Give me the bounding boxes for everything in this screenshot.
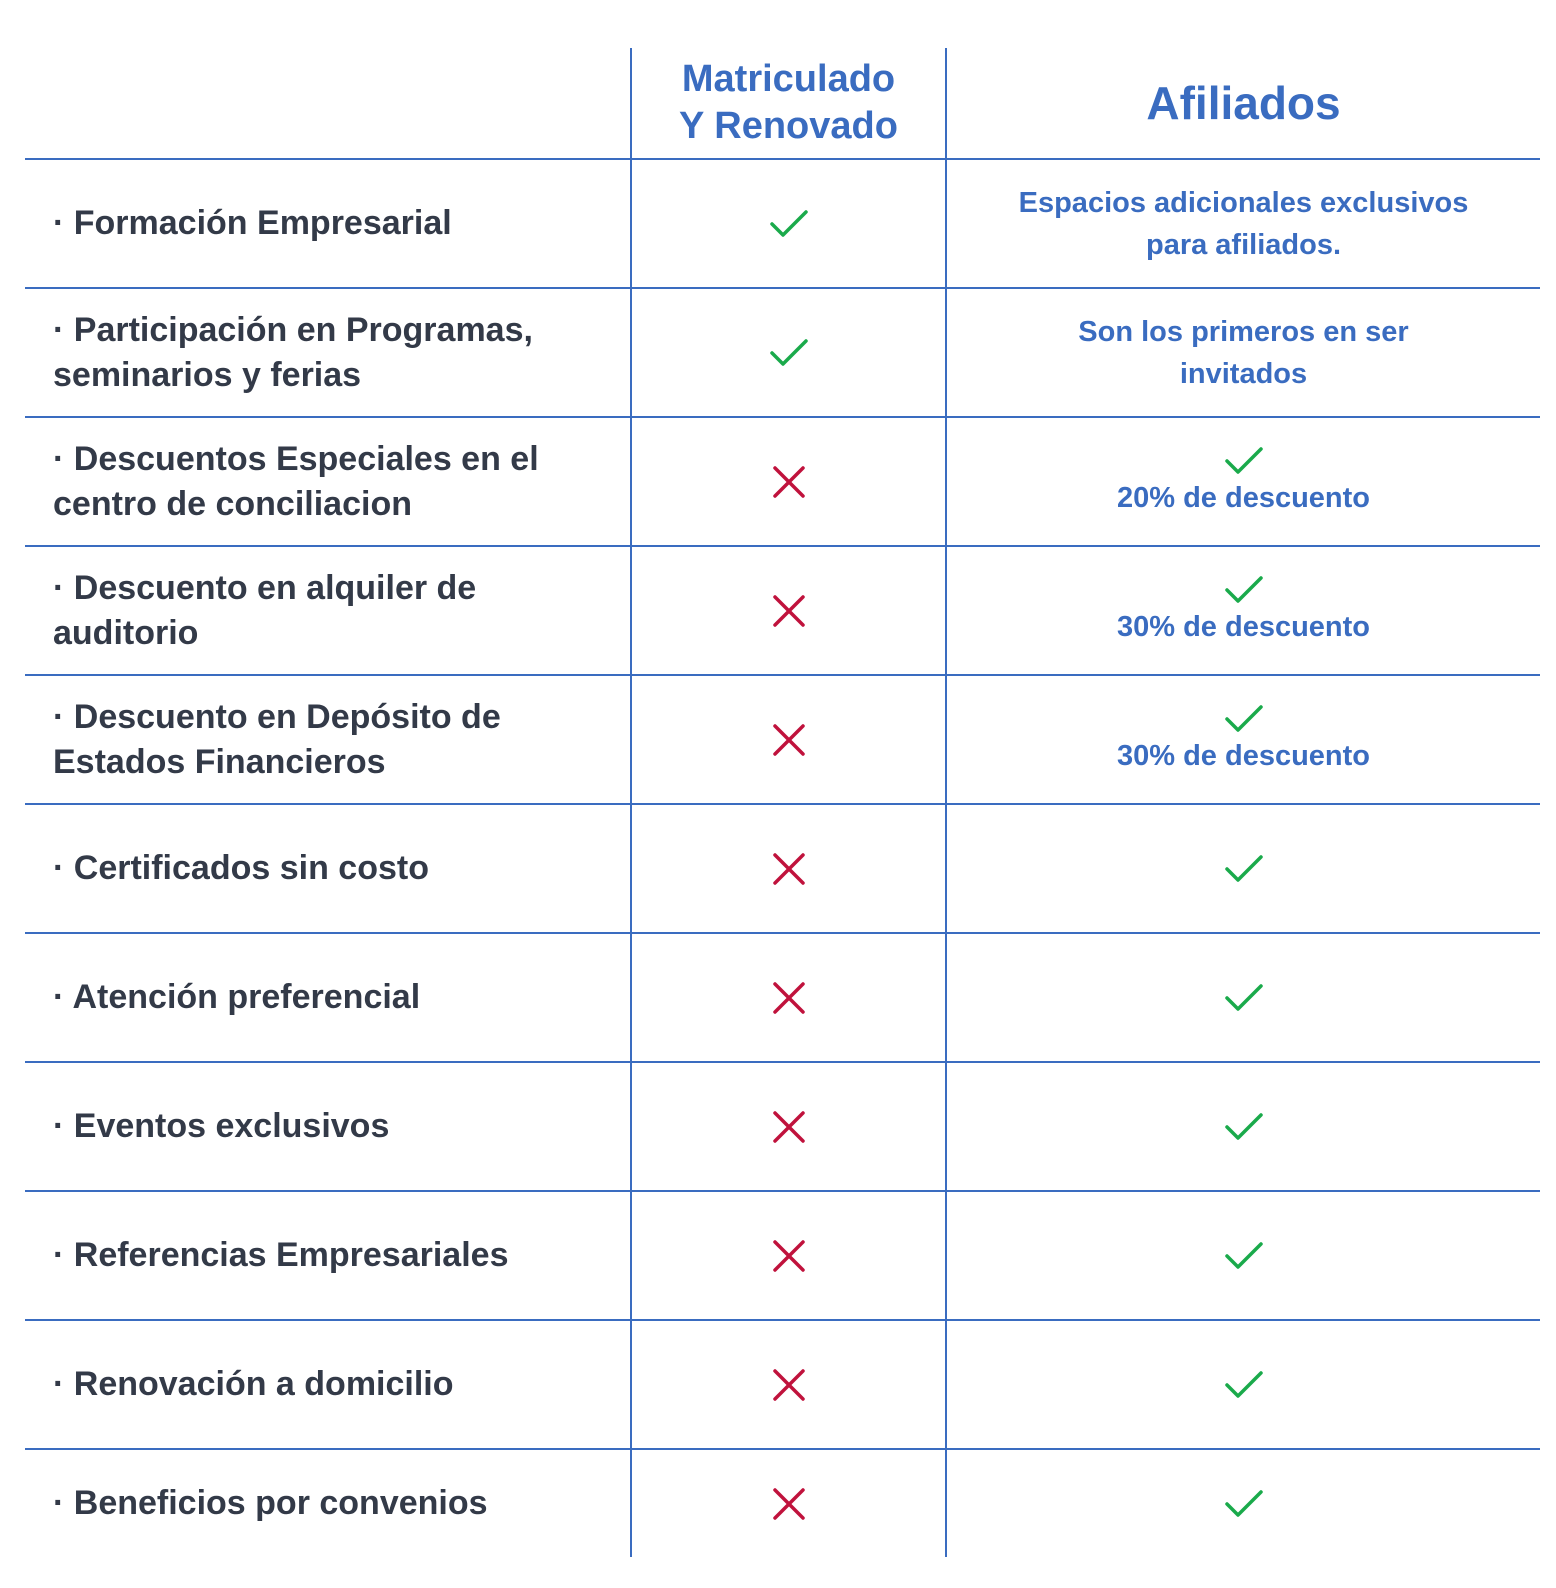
afiliados-cell (946, 1320, 1540, 1449)
table-row (25, 804, 1540, 933)
table-row (25, 1191, 1540, 1320)
cross-icon (771, 464, 807, 500)
table-header-row (25, 48, 1540, 159)
feature-label-line1: · Beneficios por convenios (53, 1484, 488, 1522)
feature-label-line1: · Referencias Empresariales (53, 1236, 509, 1274)
cross-icon (771, 1367, 807, 1403)
check-icon (1224, 703, 1264, 735)
feature-label-line1: · Eventos exclusivos (53, 1107, 390, 1145)
check-icon (1224, 445, 1264, 477)
cross-icon (771, 1109, 807, 1145)
feature-label-line2: auditorio (53, 613, 199, 652)
check-icon (1224, 574, 1264, 606)
afiliados-cell (946, 933, 1540, 1062)
cross-icon (771, 851, 807, 887)
header-afiliados (946, 48, 1540, 159)
feature-cell (25, 159, 631, 288)
header-matriculado-line1: Matriculado (681, 58, 896, 100)
feature-cell (25, 1320, 631, 1449)
check-icon (769, 208, 809, 240)
feature-cell (25, 288, 631, 417)
afiliados-note-line2: para afiliados. (1145, 228, 1341, 261)
feature-cell (25, 417, 631, 546)
header-matriculado-line2: Y Renovado (679, 105, 898, 147)
matriculado-cell (631, 159, 946, 288)
feature-label-line1: · Certificados sin costo (53, 849, 429, 887)
afiliados-note-line2: invitados (1179, 357, 1308, 390)
check-icon (1224, 853, 1264, 885)
header-matriculado (631, 48, 946, 159)
check-icon (769, 337, 809, 369)
check-icon (1224, 982, 1264, 1014)
table-row (25, 159, 1540, 288)
afiliados-cell (946, 1191, 1540, 1320)
cross-icon (771, 980, 807, 1016)
cross-icon (771, 593, 807, 629)
afiliados-cell (946, 546, 1540, 675)
matriculado-cell (631, 675, 946, 804)
table-row (25, 546, 1540, 675)
feature-label-line1: · Participación en Programas, (53, 310, 533, 349)
matriculado-cell (631, 804, 946, 933)
header-feature-column (25, 48, 631, 159)
header-afiliados-label: Afiliados (1146, 77, 1341, 129)
feature-cell (25, 1062, 631, 1191)
afiliados-cell (946, 288, 1540, 417)
afiliados-note-line1: 20% de descuento (1116, 481, 1371, 514)
feature-label-line1: · Descuento en alquiler de (53, 568, 477, 607)
feature-label-line1: · Formación Empresarial (53, 204, 452, 242)
matriculado-cell (631, 1191, 946, 1320)
afiliados-cell (946, 804, 1540, 933)
cross-icon (771, 722, 807, 758)
matriculado-cell (631, 417, 946, 546)
cross-icon (771, 1238, 807, 1274)
matriculado-cell (631, 1449, 946, 1557)
afiliados-cell (946, 417, 1540, 546)
feature-cell (25, 546, 631, 675)
afiliados-cell (946, 1449, 1540, 1557)
feature-label-line1: · Descuento en Depósito de (53, 697, 501, 736)
afiliados-cell (946, 159, 1540, 288)
check-icon (1224, 1369, 1264, 1401)
check-icon (1224, 1488, 1264, 1520)
check-icon (1224, 1240, 1264, 1272)
feature-label-line1: · Renovación a domicilio (53, 1365, 454, 1403)
feature-cell (25, 675, 631, 804)
matriculado-cell (631, 1320, 946, 1449)
feature-cell (25, 933, 631, 1062)
table-row (25, 675, 1540, 804)
matriculado-cell (631, 933, 946, 1062)
matriculado-cell (631, 546, 946, 675)
afiliados-note-line1: Espacios adicionales exclusivos (1018, 186, 1469, 219)
feature-label-line2: seminarios y ferias (53, 355, 362, 394)
afiliados-note-line1: Son los primeros en ser (1078, 315, 1409, 348)
cross-icon (771, 1486, 807, 1522)
matriculado-cell (631, 1062, 946, 1191)
benefits-comparison-table (25, 48, 1540, 1557)
feature-cell (25, 1449, 631, 1557)
table-row (25, 933, 1540, 1062)
afiliados-cell (946, 1062, 1540, 1191)
table-row (25, 1062, 1540, 1191)
check-icon (1224, 1111, 1264, 1143)
comparison-table-container (25, 48, 1540, 1557)
table-row (25, 288, 1540, 417)
feature-cell (25, 804, 631, 933)
feature-label-line1: · Descuentos Especiales en el (53, 439, 539, 478)
feature-label-line1: · Atención preferencial (53, 978, 421, 1016)
table-row (25, 1449, 1540, 1557)
afiliados-note-line1: 30% de descuento (1116, 610, 1371, 643)
afiliados-note-line1: 30% de descuento (1116, 739, 1371, 772)
feature-label-line2: centro de conciliacion (53, 484, 412, 523)
feature-label-line2: Estados Financieros (53, 742, 386, 781)
matriculado-cell (631, 288, 946, 417)
table-row (25, 1320, 1540, 1449)
afiliados-cell (946, 675, 1540, 804)
table-row (25, 417, 1540, 546)
feature-cell (25, 1191, 631, 1320)
